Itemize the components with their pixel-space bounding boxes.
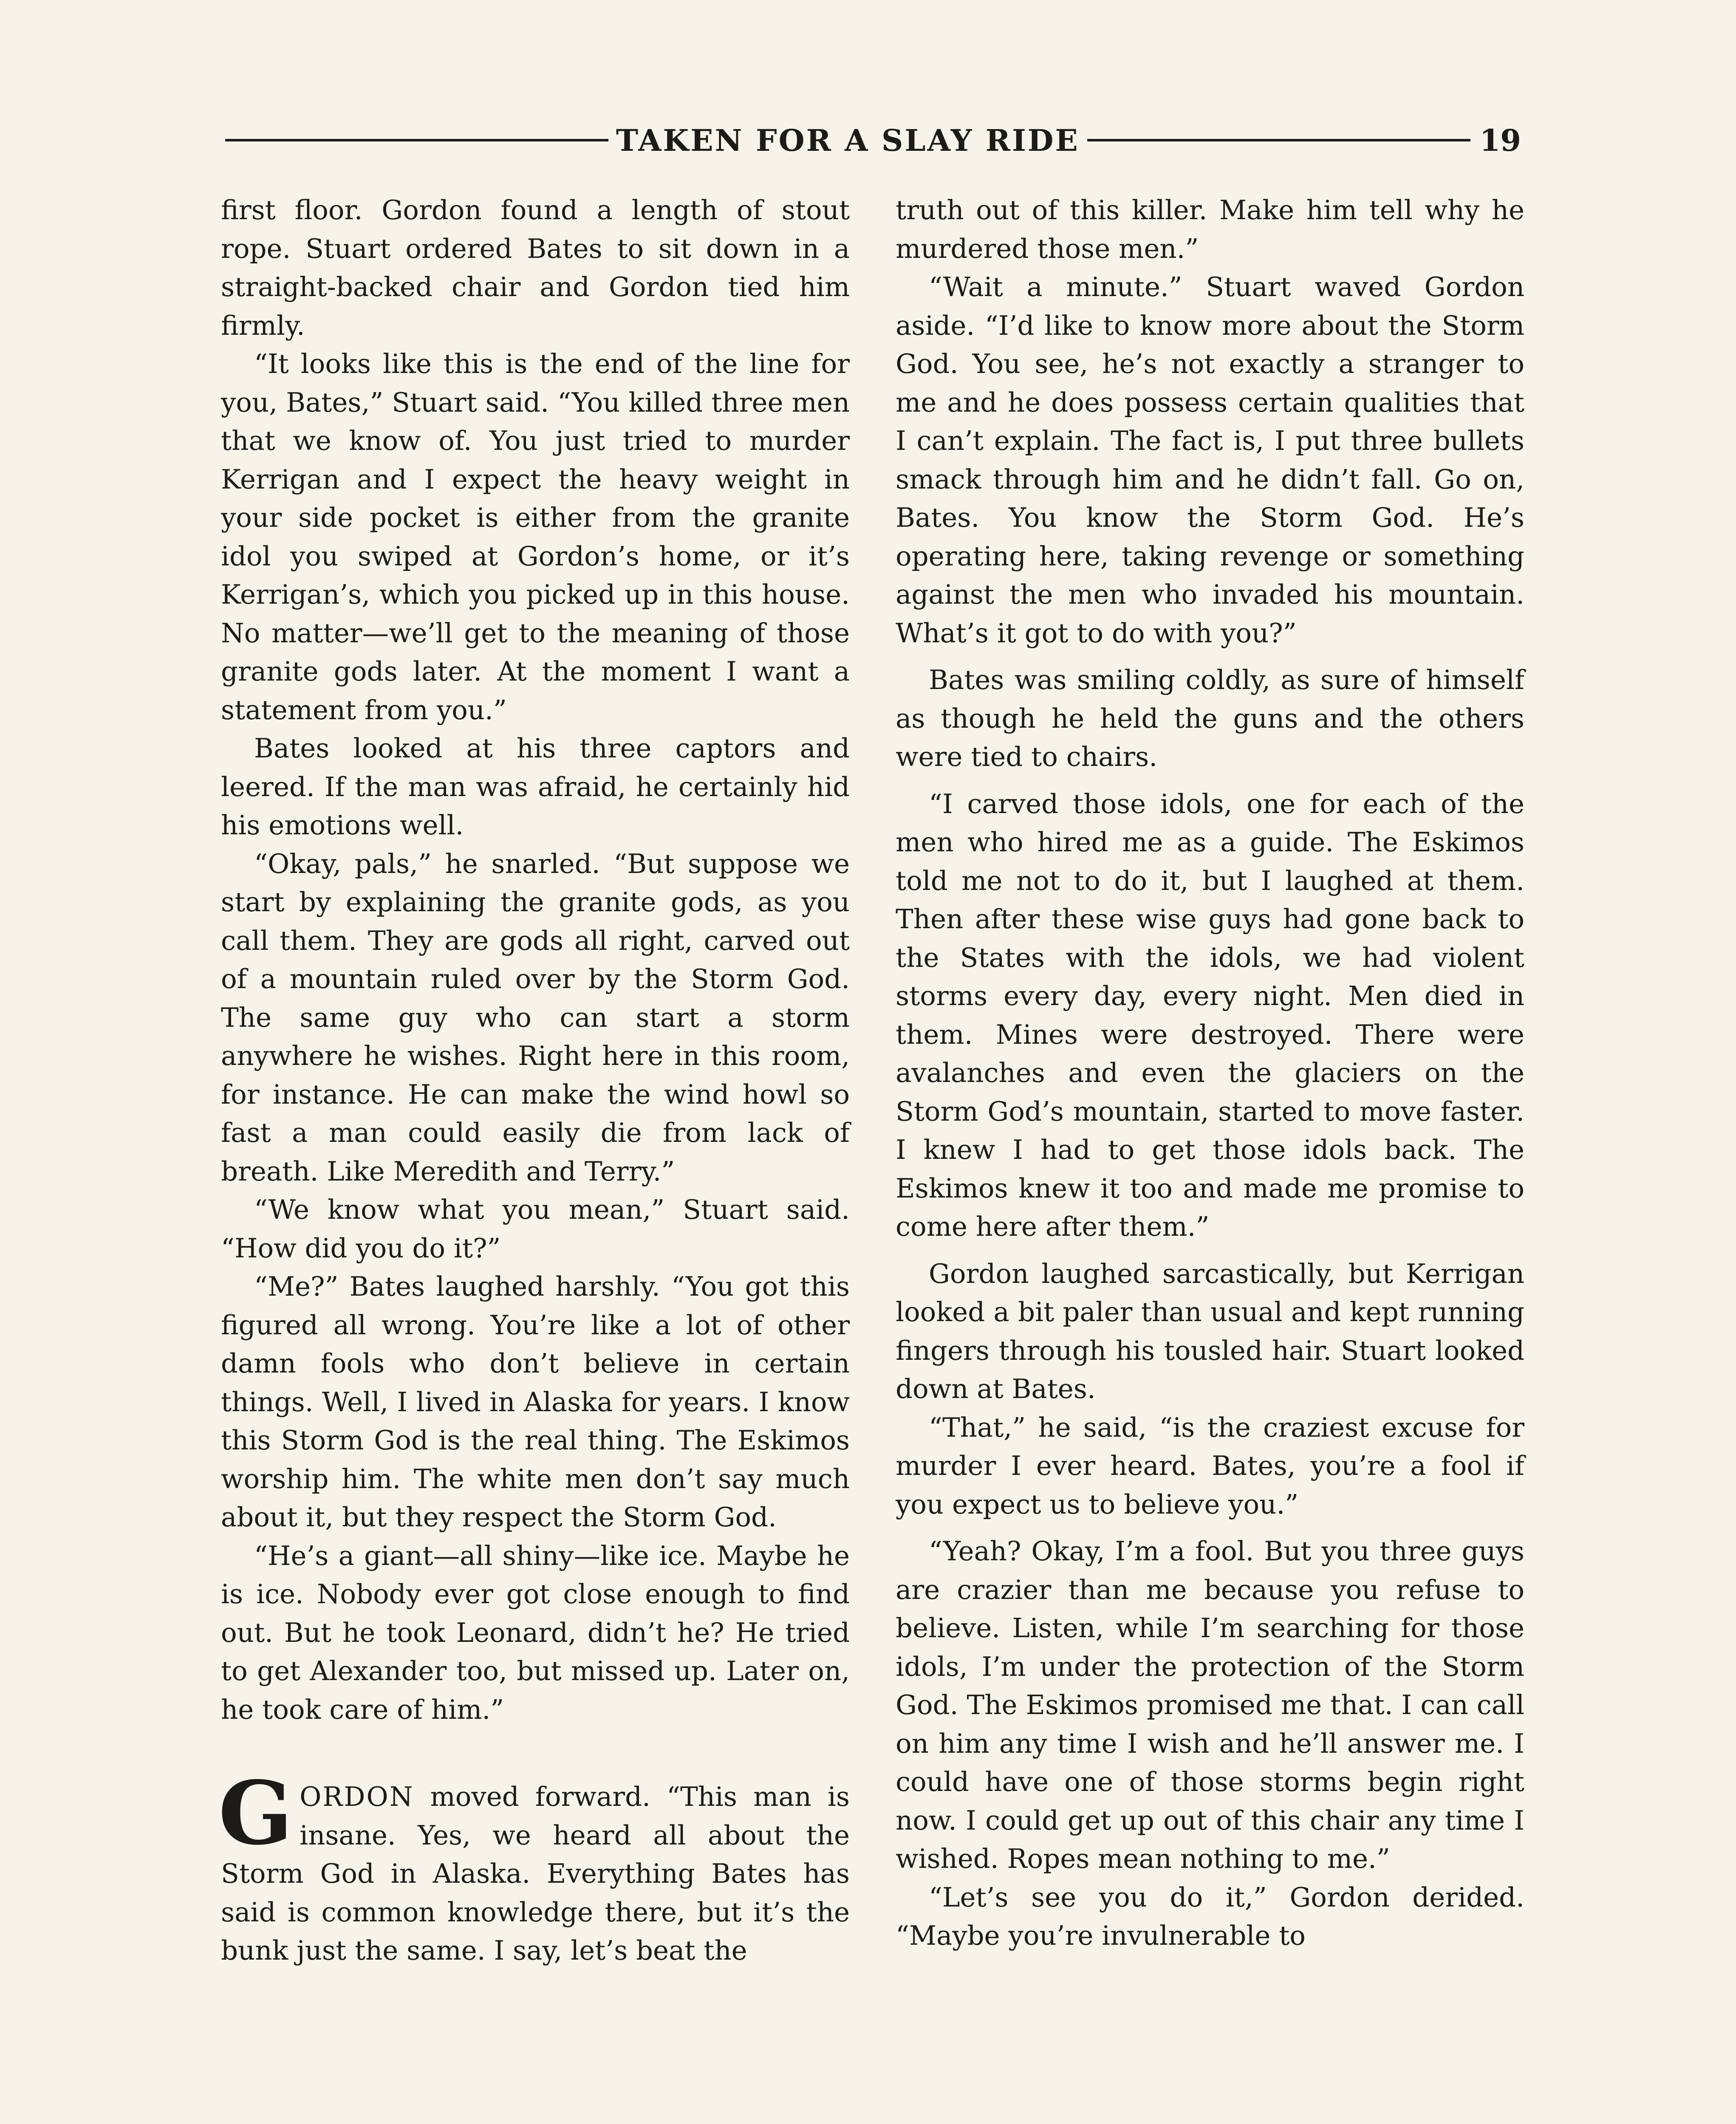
right-column [896,191,1524,1955]
section-paragraph [218,1762,850,1970]
paragraph: Bates looked at his three captors and leered. If the man was afraid, he certainly hid his emotions well. [221,733,850,841]
paragraph: “Let’s see you do it,” Gordon derided. “Maybe you’re invulnerable to [896,1881,1524,1951]
paragraph: “Okay, pals,” he snarled. “But suppose we start by explaining the granite gods, as you call them. They are gods all right, carved out of a mountain ruled over by the Storm God. The same guy who can start a storm anywhere he wishes. Right here in this room, for instance. He can make the wind howl so fast a man could easily die from lack of breath. Like Meredith and Terry.” [221,848,850,1187]
paragraph: truth out of this killer. Make him tell why he murdered those men.” [896,195,1524,264]
paragraph: “Yeah? Okay, I’m a fool. But you three guys are crazier than me because you refuse to believe. Listen, while I’m searching for those idols, I’m under the protection of the Storm God. The Eskimos promised me that. I can call on him any time I wish and he’ll answer me. I could have one of those storms begin right now. I could get up out of this chair any time I wished. Ropes mean nothing to me.” [896,1536,1524,1874]
paragraph: “We know what you mean,” Stuart said. “How did you do it?” [221,1194,850,1264]
paragraph: “I carved those idols, one for each of the men who hired me as a guide. The Eskimos told me not to do it, but I laughed at them. Then after these wise guys had gone back to the States with the idols, we had violent storms every day, every night. Men died in them. Mines were destroyed. There were avalanches and even the glaciers on the Storm God’s mountain, started to move faster. I knew I had to get those idols back. The Eskimos knew it too and made me promise to come here after them.” [896,788,1524,1242]
paragraph: Bates was smiling coldly, as sure of himself as though he held the guns and the others were tied to chairs. [896,664,1524,772]
paragraph: Gordon laughed sarcastically, but Kerrigan looked a bit paler than usual and kept running fingers through his tousled hair. Stuart looked down at Bates. [896,1258,1524,1404]
paragraph: first floor. Gordon found a length of stout rope. Stuart ordered Bates to sit down in a straight-backed chair and Gordon tied him firmly. [221,195,850,341]
paragraph: “Wait a minute.” Stuart waved Gordon aside. “I’d like to know more about the Storm God. You see, he’s not exactly a stranger to me and he does possess certain qualities that I can’t explain. The fact is, I put three bullets smack through him and he didn’t fall. Go on, Bates. You know the Storm God. He’s operating here, taking revenge or something against the men who invaded his mountain. What’s it got to do with you?” [896,271,1524,649]
paragraph: “He’s a giant—all shiny—like ice. Maybe he is ice. Nobody ever got close enough to find out. But he took Leonard, didn’t he? He tried to get Alexander too, but missed up. Later on, he took care of him.” [221,1540,850,1725]
header-rule-left [225,139,608,141]
running-header [225,108,1521,172]
header-rule-right [1087,139,1470,141]
drop-cap: G [218,1762,293,1864]
page-number: 19 [1479,122,1521,158]
paragraph-text: moved forward. “This man is insane. Yes, we heard all about the Storm God in Alaska. Everything Bates has said is common knowledge there, but it’s the bunk just the same. I say, let’s beat the [221,1781,850,1966]
paragraph: “Me?” Bates laughed harshly. “You got this figured all wrong. You’re like a lot of other damn fools who don’t believe in certain things. Well, I lived in Alaska for years. I know this Storm God is the real thing. The Eskimos worship him. The white men don’t say much about it, but they respect the Storm God. [221,1271,850,1533]
paragraph: “That,” he said, “is the craziest excuse for murder I ever heard. Bates, you’re a fool if you expect us to believe you.” [896,1412,1524,1520]
running-title: TAKEN FOR A SLAY RIDE [616,122,1080,158]
small-caps-word: ORDON [300,1781,414,1812]
paragraph: “It looks like this is the end of the line for you, Bates,” Stuart said. “You killed three men that we know of. You just tried to murder Kerrigan and I expect the heavy weight in your side pocket is either from the granite idol you swiped at Gordon’s home, or it’s Kerrigan’s, which you picked up in this house. No matter—we’ll get to the meaning of those granite gods later. At the moment I want a statement from you.” [221,348,850,726]
left-column [218,191,850,1970]
